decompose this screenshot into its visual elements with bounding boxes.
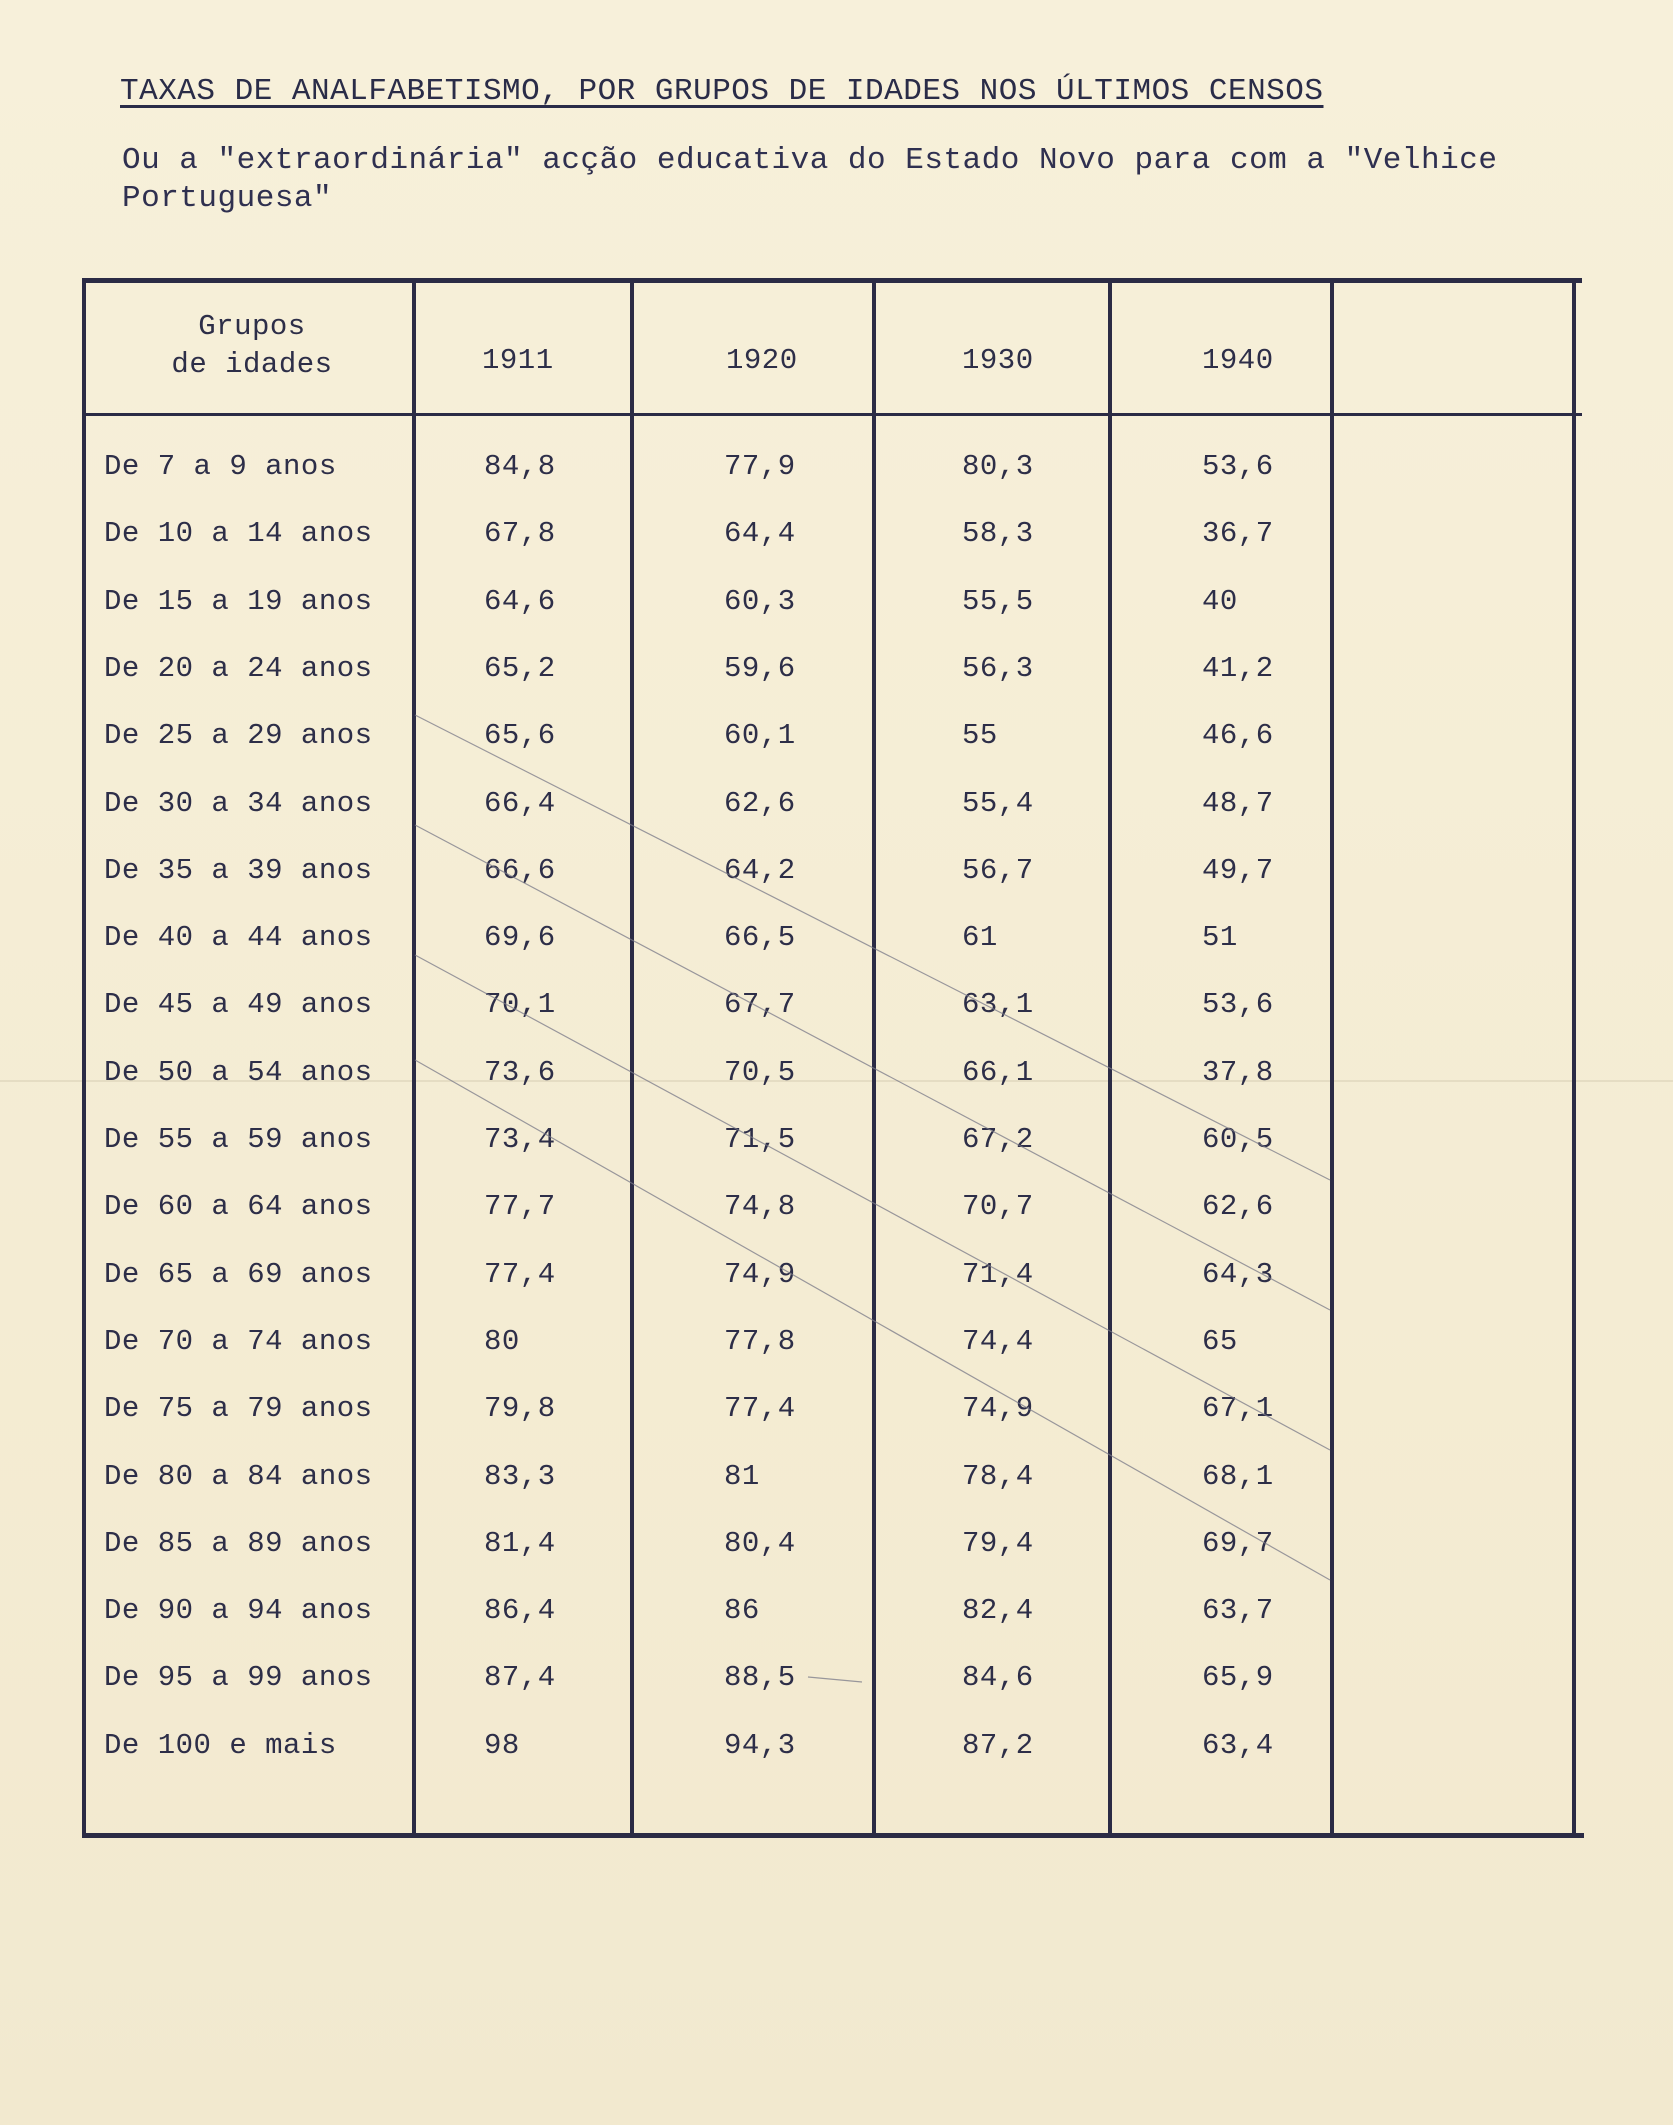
- cell-1940: 62,6: [1202, 1190, 1274, 1224]
- table-row: [82, 921, 1582, 961]
- cell-1911: 73,4: [484, 1123, 556, 1156]
- cell-1930: 55,4: [962, 786, 1034, 820]
- cell-1940: 41,2: [1202, 651, 1274, 685]
- cell-1920: 64,2: [724, 853, 796, 887]
- row-age-group: De 95 a 99 anos: [104, 1661, 373, 1695]
- cell-1930: 82,4: [962, 1594, 1034, 1628]
- cell-1911: 84,8: [484, 450, 556, 483]
- cell-1940: 60,5: [1202, 1123, 1274, 1156]
- cell-1911: 81,4: [484, 1526, 556, 1560]
- cell-1911: 67,8: [484, 517, 556, 551]
- row-age-group: De 45 a 49 anos: [104, 988, 373, 1022]
- row-age-group: De 50 a 54 anos: [104, 1055, 373, 1089]
- cell-1920: 77,8: [724, 1324, 796, 1358]
- cell-1911: 79,8: [484, 1392, 556, 1426]
- table-header-rule: [82, 413, 1582, 416]
- cell-1940: 46,6: [1202, 719, 1274, 753]
- cell-1930: 78,4: [962, 1459, 1034, 1493]
- row-age-group: De 40 a 44 anos: [104, 921, 373, 955]
- cell-1940: 64,3: [1202, 1257, 1274, 1291]
- cell-1940: 63,7: [1202, 1594, 1274, 1628]
- cell-1920: 74,8: [724, 1190, 796, 1224]
- table-row: [82, 1056, 1582, 1096]
- cell-1940: 51: [1202, 921, 1238, 955]
- cell-1911: 65,6: [484, 719, 556, 753]
- cell-1940: 53,6: [1202, 450, 1274, 483]
- cell-1940: 67,1: [1202, 1392, 1274, 1426]
- cell-1920: 71,5: [724, 1123, 796, 1156]
- cell-1940: 65: [1202, 1324, 1238, 1358]
- row-age-group: De 15 a 19 anos: [104, 584, 373, 618]
- cell-1911: 77,4: [484, 1257, 556, 1291]
- subtitle-line-1: Ou a "extraordinária" acção educativa do Estado Novo para com a "Velhice: [122, 143, 1498, 178]
- cell-1920: 80,4: [724, 1526, 796, 1560]
- header-age-groups-line-1: Grupos: [198, 310, 306, 343]
- row-age-group: De 35 a 39 anos: [104, 853, 373, 887]
- cell-1911: 83,3: [484, 1459, 556, 1493]
- table-row: [82, 1325, 1582, 1365]
- cell-1920: 62,6: [724, 786, 796, 820]
- cell-1930: 63,1: [962, 988, 1034, 1022]
- table-row: [82, 854, 1582, 894]
- cell-1930: 61: [962, 921, 998, 955]
- cell-1920: 60,1: [724, 719, 796, 753]
- cell-1920: 86: [724, 1594, 760, 1628]
- header-year-1920: 1920: [726, 344, 798, 377]
- table-top-rule: [82, 278, 1582, 283]
- illiteracy-table: [82, 278, 1582, 1838]
- cell-1930: 87,2: [962, 1728, 1034, 1762]
- row-age-group: De 90 a 94 anos: [104, 1594, 373, 1628]
- table-row: [82, 719, 1582, 759]
- cell-1920: 88,5: [724, 1661, 796, 1695]
- header-age-groups-line-2: de idades: [171, 348, 333, 381]
- table-row: [82, 1661, 1582, 1701]
- cell-1940: 53,6: [1202, 988, 1274, 1022]
- header-year-1911: 1911: [482, 344, 554, 377]
- cell-1930: 67,2: [962, 1123, 1034, 1156]
- cell-1930: 56,7: [962, 853, 1034, 887]
- cell-1940: 36,7: [1202, 517, 1274, 551]
- cell-1911: 86,4: [484, 1594, 556, 1628]
- cell-1940: 63,4: [1202, 1728, 1274, 1762]
- header-year-1930: 1930: [962, 344, 1034, 377]
- cell-1920: 66,5: [724, 921, 796, 955]
- cell-1940: 40: [1202, 584, 1238, 618]
- table-row: [82, 1729, 1582, 1769]
- cell-1920: 64,4: [724, 517, 796, 551]
- cell-1920: 59,6: [724, 651, 796, 685]
- table-row: [82, 1460, 1582, 1500]
- cell-1920: 74,9: [724, 1257, 796, 1291]
- row-age-group: De 70 a 74 anos: [104, 1324, 373, 1358]
- cell-1911: 77,7: [484, 1190, 556, 1224]
- cell-1911: 70,1: [484, 988, 556, 1022]
- table-row: [82, 652, 1582, 692]
- table-row: [82, 1527, 1582, 1567]
- cell-1911: 69,6: [484, 921, 556, 955]
- cell-1911: 73,6: [484, 1055, 556, 1089]
- table-row: [82, 450, 1582, 490]
- table-row: [82, 1123, 1582, 1163]
- document-title: TAXAS DE ANALFABETISMO, POR GRUPOS DE IDADES NOS ÚLTIMOS CENSOS: [120, 74, 1324, 109]
- row-age-group: De 20 a 24 anos: [104, 651, 373, 685]
- table-row: [82, 1392, 1582, 1432]
- table-row: [82, 787, 1582, 827]
- cell-1940: 49,7: [1202, 853, 1274, 887]
- cell-1930: 79,4: [962, 1526, 1034, 1560]
- table-row: [82, 988, 1582, 1028]
- cell-1911: 66,4: [484, 786, 556, 820]
- cell-1920: 77,4: [724, 1392, 796, 1426]
- row-age-group: De 25 a 29 anos: [104, 719, 373, 753]
- cell-1940: 69,7: [1202, 1526, 1274, 1560]
- row-age-group: De 55 a 59 anos: [104, 1123, 373, 1156]
- row-age-group: De 85 a 89 anos: [104, 1526, 373, 1560]
- document-subtitle: [122, 142, 1572, 218]
- cell-1930: 70,7: [962, 1190, 1034, 1224]
- cell-1920: 94,3: [724, 1728, 796, 1762]
- row-age-group: De 100 e mais: [104, 1728, 337, 1762]
- table-row: [82, 517, 1582, 557]
- cell-1930: 56,3: [962, 651, 1034, 685]
- cell-1930: 74,9: [962, 1392, 1034, 1426]
- cell-1930: 80,3: [962, 450, 1034, 483]
- cell-1930: 55,5: [962, 584, 1034, 618]
- cell-1920: 77,9: [724, 450, 796, 483]
- table-row: [82, 1258, 1582, 1298]
- cell-1940: 48,7: [1202, 786, 1274, 820]
- row-age-group: De 30 a 34 anos: [104, 786, 373, 820]
- cell-1911: 98: [484, 1728, 520, 1762]
- row-age-group: De 7 a 9 anos: [104, 450, 337, 483]
- subtitle-line-2: Portuguesa": [122, 181, 333, 216]
- row-age-group: De 65 a 69 anos: [104, 1257, 373, 1291]
- cell-1930: 84,6: [962, 1661, 1034, 1695]
- cell-1911: 66,6: [484, 853, 556, 887]
- cell-1940: 68,1: [1202, 1459, 1274, 1493]
- cell-1940: 37,8: [1202, 1055, 1274, 1089]
- table-row: [82, 1594, 1582, 1634]
- header-year-1940: 1940: [1202, 344, 1274, 377]
- cell-1911: 80: [484, 1324, 520, 1358]
- cell-1930: 71,4: [962, 1257, 1034, 1291]
- table-bottom-rule: [82, 1833, 1584, 1838]
- row-age-group: De 80 a 84 anos: [104, 1459, 373, 1493]
- cell-1930: 55: [962, 719, 998, 753]
- cell-1920: 81: [724, 1459, 760, 1493]
- cell-1911: 87,4: [484, 1661, 556, 1695]
- cell-1911: 64,6: [484, 584, 556, 618]
- cell-1930: 66,1: [962, 1055, 1034, 1089]
- cell-1911: 65,2: [484, 651, 556, 685]
- header-age-groups: [122, 308, 382, 384]
- row-age-group: De 10 a 14 anos: [104, 517, 373, 551]
- table-row: [82, 1190, 1582, 1230]
- table-row: [82, 585, 1582, 625]
- row-age-group: De 75 a 79 anos: [104, 1392, 373, 1426]
- cell-1930: 74,4: [962, 1324, 1034, 1358]
- cell-1930: 58,3: [962, 517, 1034, 551]
- row-age-group: De 60 a 64 anos: [104, 1190, 373, 1224]
- cell-1920: 70,5: [724, 1055, 796, 1089]
- cell-1940: 65,9: [1202, 1661, 1274, 1695]
- cell-1920: 60,3: [724, 584, 796, 618]
- cell-1920: 67,7: [724, 988, 796, 1022]
